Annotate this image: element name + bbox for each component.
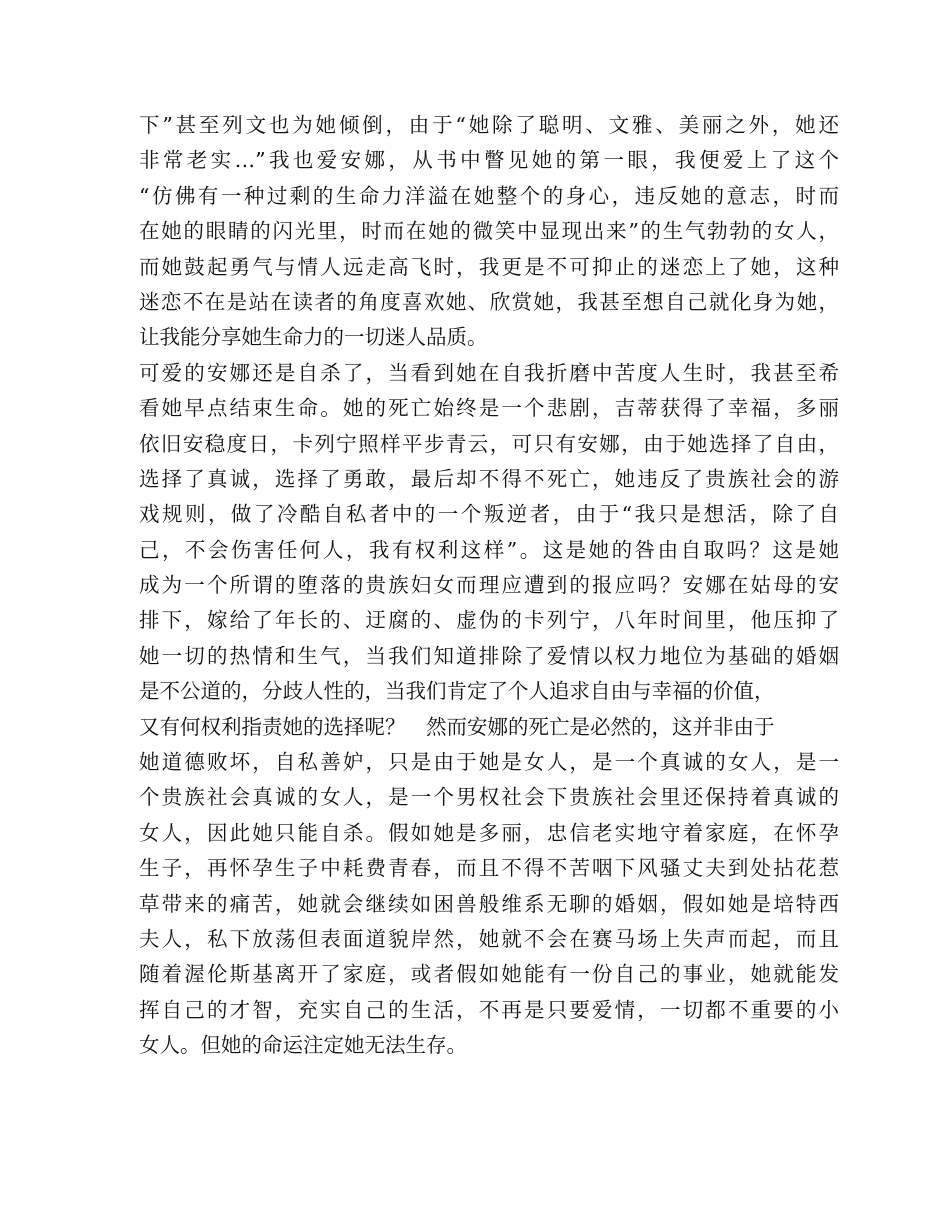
text-line: 是不公道的，分歧人性的，当我们肯定了个人追求自由与幸福的价值， — [139, 679, 775, 704]
text-line: 草带来的痛苦，她就会继续如困兽般维系无聊的婚姻，假如她是培特西 — [139, 891, 839, 916]
text-line: 非常老实…”我也爱安娜，从书中瞥见她的第一眼，我便爱上了这个 — [139, 148, 839, 173]
text-line: 女人，因此她只能自杀。假如她是多丽，忠信老实地守着家庭，在怀孕 — [139, 820, 839, 845]
text-line: 她道德败坏，自私善妒，只是由于她是女人，是一个真诚的女人，是一 — [139, 750, 839, 775]
text-line: 夫人，私下放荡但表面道貌岸然，她就不会在赛马场上失声而起，而且 — [139, 926, 839, 951]
text-line: 选择了真诚，选择了勇敢，最后却不得不死亡，她违反了贵族社会的游 — [139, 466, 839, 491]
text-line: “仿佛有一种过剩的生命力洋溢在她整个的身心，违反她的意志，时而 — [139, 183, 839, 208]
text-line: 可爱的安娜还是自杀了，当看到她在自我折磨中苦度人生时，我甚至希 — [139, 360, 839, 385]
text-line: 让我能分享她生命力的一切迷人品质。 — [139, 325, 488, 350]
text-line: 而她鼓起勇气与情人远走高飞时，我更是不可抑止的迷恋上了她，这种 — [139, 254, 839, 279]
text-line: 看她早点结束生命。她的死亡始终是一个悲剧，吉蒂获得了幸福，多丽 — [139, 396, 839, 421]
text-line: 戏规则，做了冷酷自私者中的一个叛逆者，由于“我只是想活，除了自 — [139, 502, 839, 527]
body-text — [139, 108, 839, 1064]
text-line: 生子，再怀孕生子中耗费青春，而且不得不苦咽下风骚丈夫到处拈花惹 — [139, 856, 839, 881]
text-line: 己，不会伤害任何人，我有权利这样”。这是她的咎由自取吗？这是她 — [139, 537, 839, 562]
text-line: 迷恋不在是站在读者的角度喜欢她、欣赏她，我甚至想自己就化身为她， — [139, 289, 839, 314]
text-line: 排下，嫁给了年长的、迂腐的、虚伪的卡列宁，八年时间里，他压抑了 — [139, 608, 839, 633]
text-line: 女人。但她的命运注定她无法生存。 — [139, 1033, 467, 1058]
text-line: 个贵族社会真诚的女人，是一个男权社会下贵族社会里还保持着真诚的 — [139, 785, 839, 810]
text-line: 成为一个所谓的堕落的贵族妇女而理应遭到的报应吗？安娜在姑母的安 — [139, 573, 839, 598]
text-line: 挥自己的才智，充实自己的生活，不再是只要爱情，一切都不重要的小 — [139, 997, 839, 1022]
text-line: 依旧安稳度日，卡列宁照样平步青云，可只有安娜，由于她选择了自由， — [139, 431, 839, 456]
text-line: 随着渥伦斯基离开了家庭，或者假如她能有一份自己的事业，她就能发 — [139, 962, 839, 987]
text-line: 下”甚至列文也为她倾倒，由于“她除了聪明、文雅、美丽之外，她还 — [139, 113, 839, 137]
text-line: 她一切的热情和生气，当我们知道排除了爱情以权力地位为基础的婚姻 — [139, 643, 839, 668]
text-line: 又有何权利指责她的选择呢？ 然而安娜的死亡是必然的，这并非由于 — [139, 714, 775, 739]
text-line: 在她的眼睛的闪光里，时而在她的微笑中显现出来”的生气勃勃的女人， — [139, 219, 839, 244]
